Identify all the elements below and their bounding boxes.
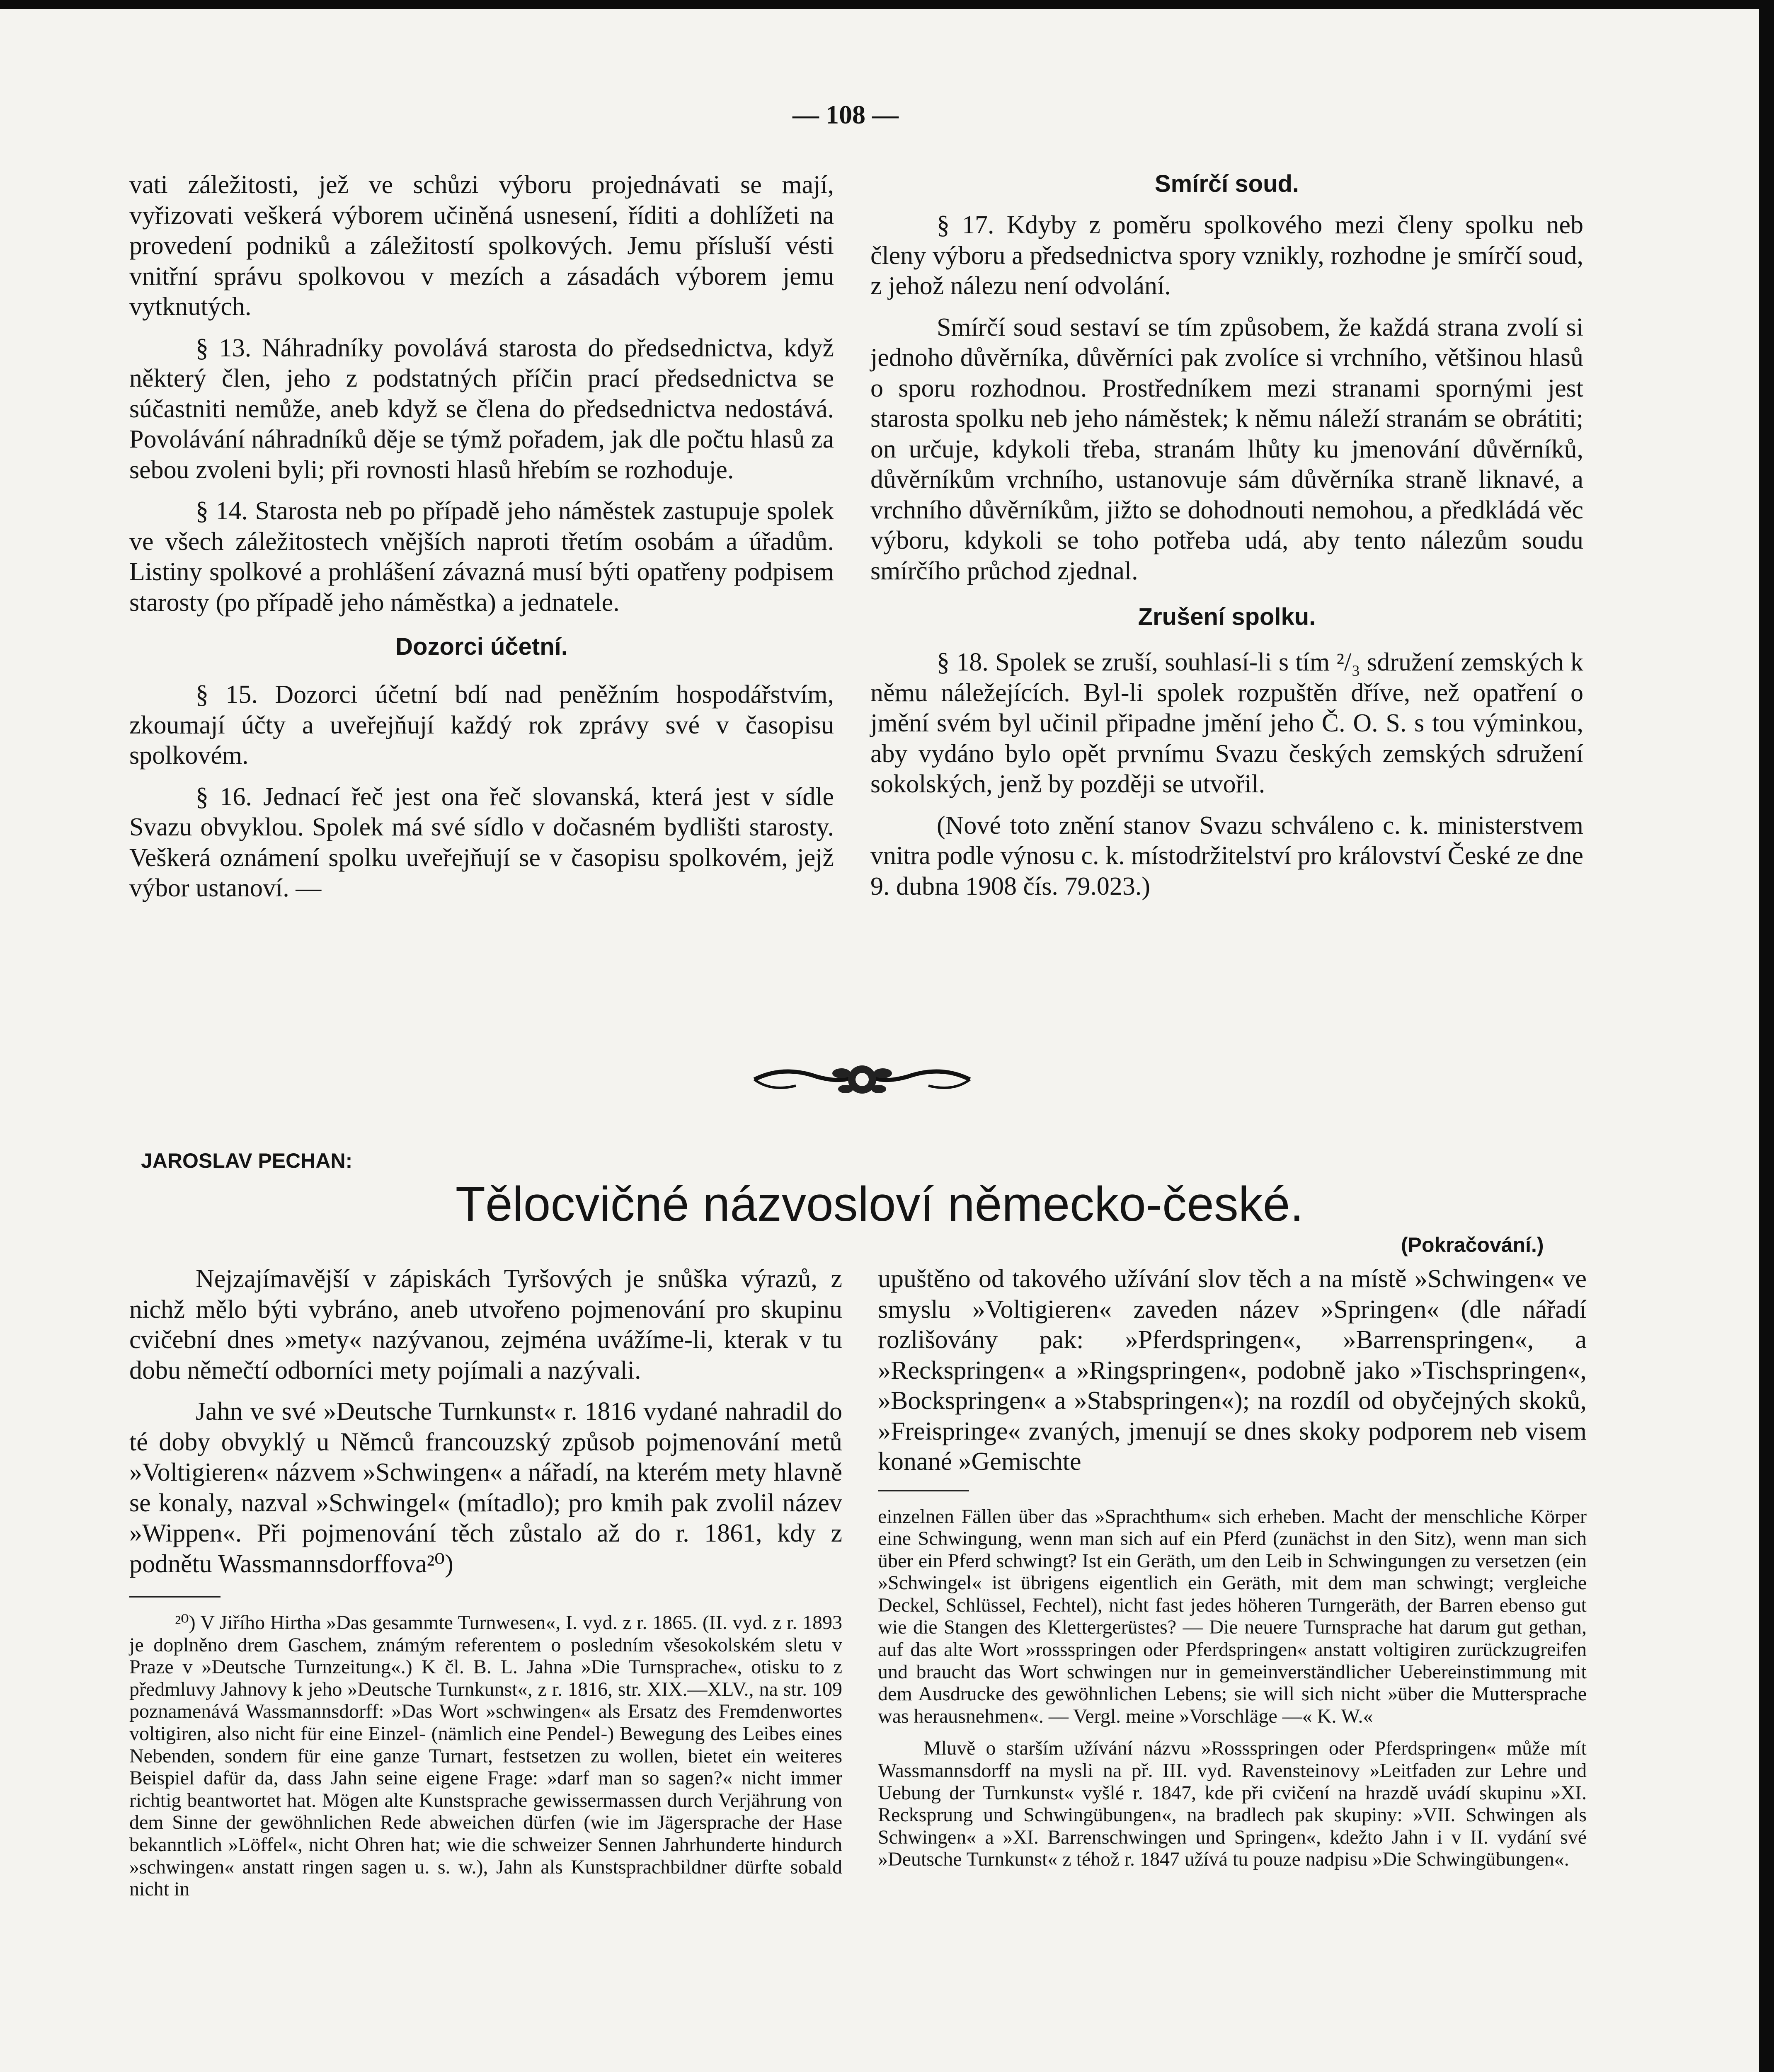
paragraph-continuation: vati záležitosti, jež ve schůzi výboru projednávati se mají, vyřizovati veškerá výborem učiněná usnesení, říditi a dohlížeti na provedení podniků a záležitostí spolkových. Jemu přísluší vésti vnitřní správu spolkovou v mezích a zásadách výborem jemu vytknutých. xyxy=(129,171,834,321)
article-paragraph-2: Jahn ve své »Deutsche Turnkunst« r. 1816 vydané nahradil do té doby obvyklý u Němců francouzský způsob pojmenování metů »Voltigieren« názvem »Schwingen« a nářadí, na kterém mety hlavně se konaly, nazval »Schwingel« (mítadlo); pro kmih pak zvolil název »Wippen«. Při pojmenování těch zůstalo až do r. 1861, kdy z podnětu Wassmannsdorffova²⁰) xyxy=(129,1397,842,1578)
paragraph-16: § 16. Jednací řeč jest ona řeč slovanská, která jest v sídle Svazu obvyklou. Spolek má své sídlo v dočasném bydlišti starosty. Veškerá oznámení spolku uveřejňují se v časopisu spolkovém, jejž výbor ustanoví. — xyxy=(129,782,834,902)
paragraph-18-note: (Nové toto znění stanov Svazu schváleno c. k. ministerstvem vnitra podle výnosu c. k. místodržitelství pro království České ze dne 9. dubna 1908 čís. 79.023.) xyxy=(870,811,1583,900)
article-paragraph-3: upuštěno od takového užívání slov těch a na místě »Schwingen« ve smyslu »Voltigieren« zaveden název »Springen« (dle nářadí rozlišovány pak: »Pferdspringen«, »Barrenspringen«, a »Reckspringen« a »Ringspringen«, podobně jako »Tischspringen«, »Bockspringen« a »Stabspringen«); na rozdíl od obyčejných skoků, »Freispringe« zvaných, jmenují se dnes skoky podporem neb visem konané »Gemischte xyxy=(878,1265,1587,1476)
paragraph-13: § 13. Náhradníky povolává starosta do předsednictva, když některý člen, jeho z podstatných příčin prací předsednictva se súčastniti nemůže, aneb když se člena do předsednictva nedostává. Povolávání náhradníků děje se týmž pořadem, jak dle počtu hlasů za sebou zvoleni byli; při rovnosti hlasů hřebím se rozhoduje. xyxy=(129,334,834,484)
paragraph-15: § 15. Dozorci účetní bdí nad peněžním hospodářstvím, zkoumají účty a uveřejňují každý rok zprávy své v časopisu spolkovém. xyxy=(129,680,834,770)
footnote-rule xyxy=(129,1596,221,1598)
page-number: — 108 — xyxy=(792,100,899,129)
footnote-note: Mluvě o starším užívání názvu »Rossspringen oder Pferdspringen« může mít Wassmannsdorff na mysli na př. III. vyd. Ravensteinovy »Leitfaden zur Lehre und Uebung der Turnkunst« vyšlé r. 1847, kde při cvičení na hrazdě uvádí skupinu »XI. Recksprung und Schwingübungen«, na bradlech pak skupiny: »VII. Schwingen als Schwingen« a »XI. Barrenschwingen und Springen«, kdežto Jahn i v II. vydání své »Deutsche Turnkunst« z téhož r. 1847 užívá tu pouze nadpisu »Die Schwingübungen«. xyxy=(878,1737,1587,1871)
article-title: Tělocvičné názvosloví německo-české. xyxy=(455,1177,1304,1232)
article-paragraph-1: Nejzajímavější v zápiskách Tyršových je snůška výrazů, z nichž mělo býti vybráno, aneb utvořeno pojmenování pro skupinu cvičební dnes »mety« nazývanou, zejména uvážíme-li, kterak v tu dobu němečtí odborníci mety pojímali a nazývali. xyxy=(129,1265,842,1385)
heading-zruseni-spolku: Zrušení spolku. xyxy=(1138,603,1316,630)
footnote-20: ²⁰) V Jiřího Hirtha »Das gesammte Turnwesen«, I. vyd. z r. 1865. (II. vyd. z r. 1893 je doplněno drem Gaschem, známým referentem o posledním všesokolském sletu v Praze v »Deutsche Turnzeitung«.) K čl. B. L. Jahna »Die Turnsprache«, otisku to z předmluvy Jahnovy k jeho »Deutsche Turnkunst«, z r. 1816, str. XIX.—XLV., na str. 109 poznamenává Wassmannsdorff: »Das Wort »schwingen« als Ersatz des Fremdenwortes voltigiren, also nicht für eine Einzel- (nämlich eine Pendel-) Bewegung des Leibes eines Nebenden, sondern für eine ganze Turnart, festsetzen zu wollen, bietet ein weiteres Beispiel dafür da, dass Jahn seine eigene Frage: »darf man so sagen?« nicht immer richtig beantwortet hat. Mögen alte Kunstsprache gewissermassen durch Verjährung von dem Sinne der gewöhnlichen Rede abweichen dürfen (wie im Jägersprache der Hase bekanntlich »Löffel«, nicht Ohren hat; wie die schweizer Sennen Jahrhunderte hindurch »schwingen« anstatt ringen sagen u. s. w.), Jahn als Kunstsprachbildner dürfte sobald nicht in xyxy=(129,1612,842,1900)
scan-border-right xyxy=(1759,0,1774,2072)
article-author: JAROSLAV PECHAN: xyxy=(141,1149,353,1172)
upper-left-column xyxy=(129,170,834,915)
upper-right-column xyxy=(870,170,1583,913)
footnote-rule-right xyxy=(878,1490,969,1491)
continued-label: (Pokračování.) xyxy=(1401,1233,1544,1256)
scan-border-top xyxy=(0,0,1774,9)
paragraph-14: § 14. Starosta neb po případě jeho náměstek zastupuje spolek ve všech záležitostech vnějších naproti třetím osobám a úřadům. Listiny spolkové a prohlášení závazná musí býti opatřeny podpisem starosty (po případě jeho náměstka) a jednatele. xyxy=(129,497,834,617)
paragraph-17-continued: Smírčí soud sestaví se tím způsobem, že každá strana zvolí si jednoho důvěrníka, důvěrníci pak zvolíce si vrchního, většinou hlasů o sporu rozhodnou. Prostředníkem mezi stranami spornými jest starosta spolku neb jeho náměstek; k němu náleží stranám se obrátiti; on určuje, kdykoli třeba, stranám lhůty ku jmenování důvěrníků, důvěrníkům vrchního, ustanovuje sám důvěrníka straně liknavé, a vrchního důvěrníkům, jižto se dohodnouti nemohou, a předkládá věc výboru, kdykoli se toho potřeba udá, aby tento nálezům soudu smírčího průchod zjednal. xyxy=(870,313,1583,585)
decorative-ornament xyxy=(746,1053,978,1106)
footnote-continuation: einzelnen Fällen über das »Sprachthum« sich erheben. Macht der menschliche Körper eine Schwingung, wenn man sich auf ein Pferd (zunächst in den Sitz), wenn man sich über ein Pferd schwingt? Ist ein Geräth, um den Leib in Schwingungen zu versetzen (ein »Schwingel« ist übrigens eigentlich ein Geräth, mit dem man schwingt; vergleiche Deckel, Schlüssel, Fechtel), nicht fast jedes höheren Turngeräth, der Barren ebenso gut wie die Stangen des Klettergerüstes? — Die neuere Turnsprache hat darum gut gethan, auf das alte Wort »rossspringen oder Pferdspringen« anstatt voltigiren zurückzugreifen und braucht das Wort schwingen nur in gemeinverständlicher Uebereinstimmung mit dem Ausdrucke des gewöhnlichen Lebens; sie will sich nicht »über die Muttersprache was herausnehmen«. — Vergl. meine »Vorschläge —« K. W.« xyxy=(878,1505,1587,1727)
paragraph-18: § 18. Spolek se zruší, souhlasí-li s tím ²/₃ sdružení zemských k němu náležejících. Byl-li spolek rozpuštěn dříve, než opatření o jmění svém byl učinil připadne jmění jeho Č. O. S. s tou výminkou, aby vydáno bylo opět prvnímu Svazu českých zemských sdružení sokolských, jenž by později se utvořil. xyxy=(870,648,1583,798)
paragraph-17: § 17. Kdyby z poměru spolkového mezi členy spolku neb členy výboru a předsednictva spory vznikly, rozhodne je smírčí soud, z jehož nálezu není odvolání. xyxy=(870,211,1583,300)
heading-dozorci-ucetni: Dozorci účetní. xyxy=(395,633,568,660)
lower-right-column xyxy=(878,1264,1587,1881)
heading-smirci-soud: Smírčí soud. xyxy=(1154,170,1299,197)
lower-left-column xyxy=(129,1264,842,1910)
